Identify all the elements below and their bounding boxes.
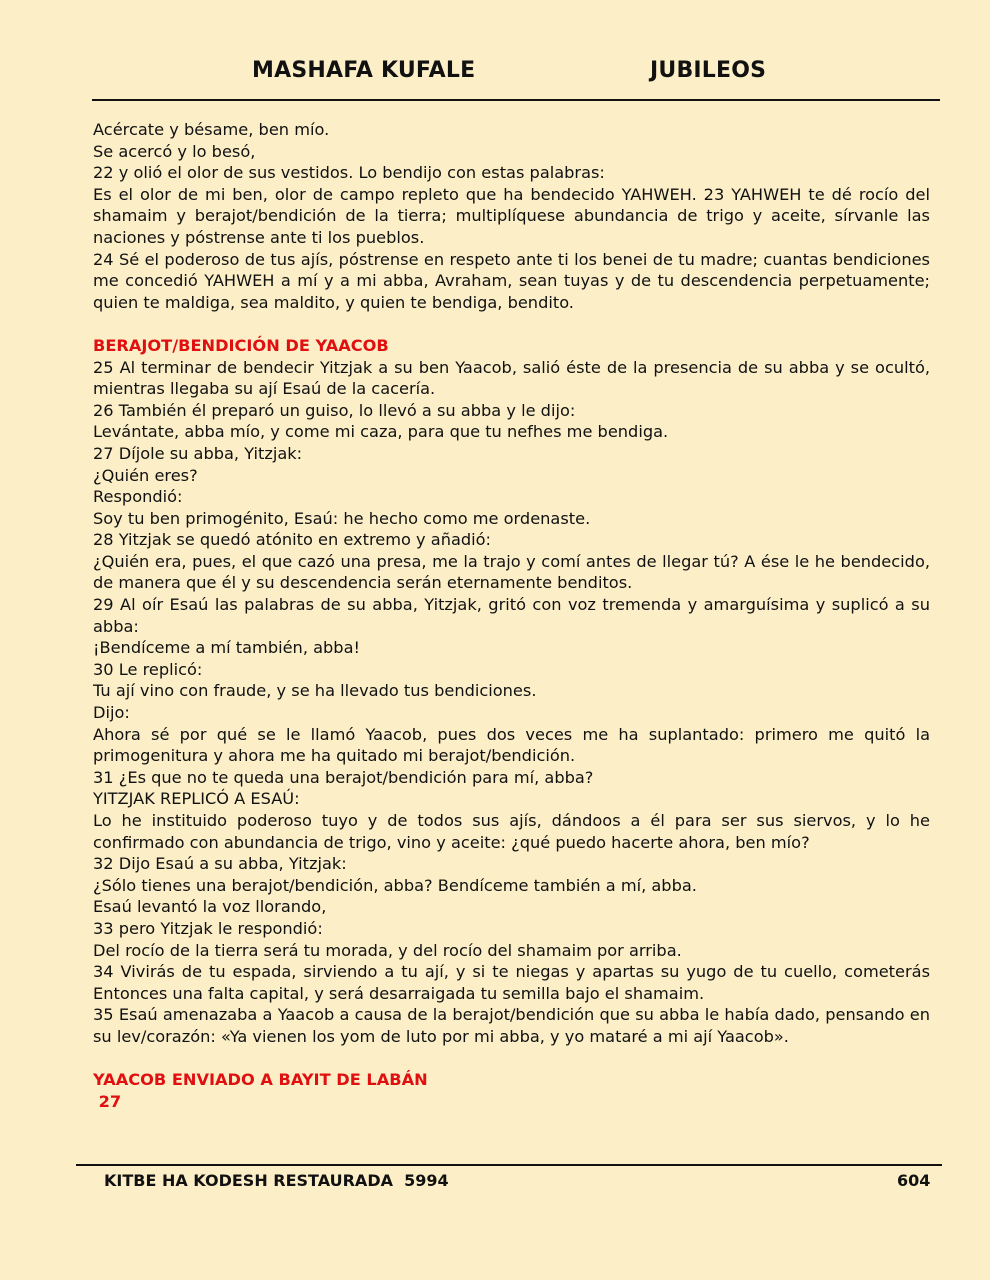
text-line: Respondió: [93, 487, 183, 507]
text-line: ¿Quién eres? [93, 465, 198, 485]
text-line: Tu ají vino con fraude, y se ha llevado tus bendiciones. [93, 681, 537, 701]
text-line: Del rocío de la tierra será tu morada, y del rocío del shamaim por arriba. [93, 940, 682, 960]
text-paragraph: Ahora sé por qué se le llamó Yaacob, pues dos veces me ha suplantado: primero me quitó la primogenitura y ahora me ha quitado mi berajot/bendición. [93, 724, 930, 766]
text-line: Esaú levantó la voz llorando, [93, 897, 327, 917]
text-paragraph: 24 Sé el poderoso de tus ajís, póstrense en respeto ante ti los benei de tu madre; cuantas bendiciones me concedió YAHWEH a mí y a mi abba, Avraham, sean tuyas y de tu descendencia perpetuamente; quien te maldiga, sea maldito, y quien te bendiga, bendito. [93, 249, 930, 312]
paragraph-gap [93, 1048, 930, 1070]
text-line: ¡Bendíceme a mí también, abba! [93, 638, 360, 658]
section-heading: BERAJOT/BENDICIÓN DE YAACOB [93, 335, 389, 355]
text-paragraph: 29 Al oír Esaú las palabras de su abba, Yitzjak, gritó con voz tremenda y amarguísima y suplicó a su abba: [93, 595, 930, 636]
text-line: 33 pero Yitzjak le respondió: [93, 918, 323, 938]
text-line: 26 También él preparó un guiso, lo llevó a su abba y le dijo: [93, 400, 576, 420]
text-paragraph: 35 Esaú amenazaba a Yaacob a causa de la berajot/bendición que su abba le había dado, pensando en su lev/corazón: «Ya vienen los yom de luto por mi abba, y yo mataré a mi ají Yaacob». [93, 1005, 930, 1046]
text-line: Acércate y bésame, ben mío. [93, 120, 330, 139]
text-line: 31 ¿Es que no te queda una berajot/bendición para mí, abba? [93, 767, 594, 787]
text-line: YITZJAK REPLICÓ A ESAÚ: [93, 789, 300, 809]
header-rule [92, 99, 940, 101]
page-number: 604 [897, 1171, 931, 1190]
text-paragraph: ¿Quién era, pues, el que cazó una presa, me la trajo y comí antes de llegar tú? A ése le he bendecido, de manera que él y su descendencia serán eternamente benditos. [93, 551, 930, 593]
paragraph-gap [93, 313, 930, 335]
text-paragraph: 34 Vivirás de tu espada, sirviendo a tu ají, y si te niegas y apartas su yugo de tu cuello, cometerás Entonces una falta capital, y será desarraigada tu semilla bajo el shamaim. [93, 962, 930, 1003]
text-line: 27 Díjole su abba, Yitzjak: [93, 443, 303, 463]
text-paragraph: Es el olor de mi ben, olor de campo repleto que ha bendecido YAHWEH. 23 YAHWEH te dé rocío del shamaim y berajot/bendición de la tierra; multiplíquese abundancia de trigo y aceite, sírvanle las naciones y póstrense ante ti los pueblos. [93, 184, 930, 247]
header-left-title: MASHAFA KUFALE [252, 58, 476, 83]
text-paragraph: 25 Al terminar de bendecir Yitzjak a su ben Yaacob, salió éste de la presencia de su abba y se ocultó, mientras llegaba su ají Esaú de la cacería. [93, 357, 930, 399]
text-line: 22 y olió el olor de sus vestidos. Lo bendijo con estas palabras: [93, 163, 605, 183]
header-right-title: JUBILEOS [650, 58, 767, 83]
page-header [0, 58, 990, 92]
section-heading: YAACOB ENVIADO A BAYIT DE LABÁN [93, 1070, 428, 1090]
text-line: Dijo: [93, 703, 130, 723]
text-line: Levántate, abba mío, y come mi caza, para que tu nefhes me bendiga. [93, 422, 669, 442]
chapter-number: 27 [93, 1091, 122, 1111]
text-line: 28 Yitzjak se quedó atónito en extremo y añadió: [93, 530, 492, 550]
footer-rule [76, 1164, 942, 1166]
footer-title: KITBE HA KODESH RESTAURADA 5994 [104, 1171, 449, 1190]
text-line: Se acercó y lo besó, [93, 141, 256, 161]
body-text [93, 119, 930, 1112]
text-line: 32 Dijo Esaú a su abba, Yitzjak: [93, 854, 347, 874]
text-line: Soy tu ben primogénito, Esaú: he hecho como me ordenaste. [93, 508, 591, 528]
text-line: ¿Sólo tienes una berajot/bendición, abba? Bendíceme también a mí, abba. [93, 875, 697, 895]
text-paragraph: Lo he instituido poderoso tuyo y de todos sus ajís, dándoos a él para ser sus siervos, y lo he confirmado con abundancia de trigo, vino y aceite: ¿qué puedo hacerte ahora, ben mío? [93, 811, 930, 852]
text-line: 30 Le replicó: [93, 659, 203, 679]
